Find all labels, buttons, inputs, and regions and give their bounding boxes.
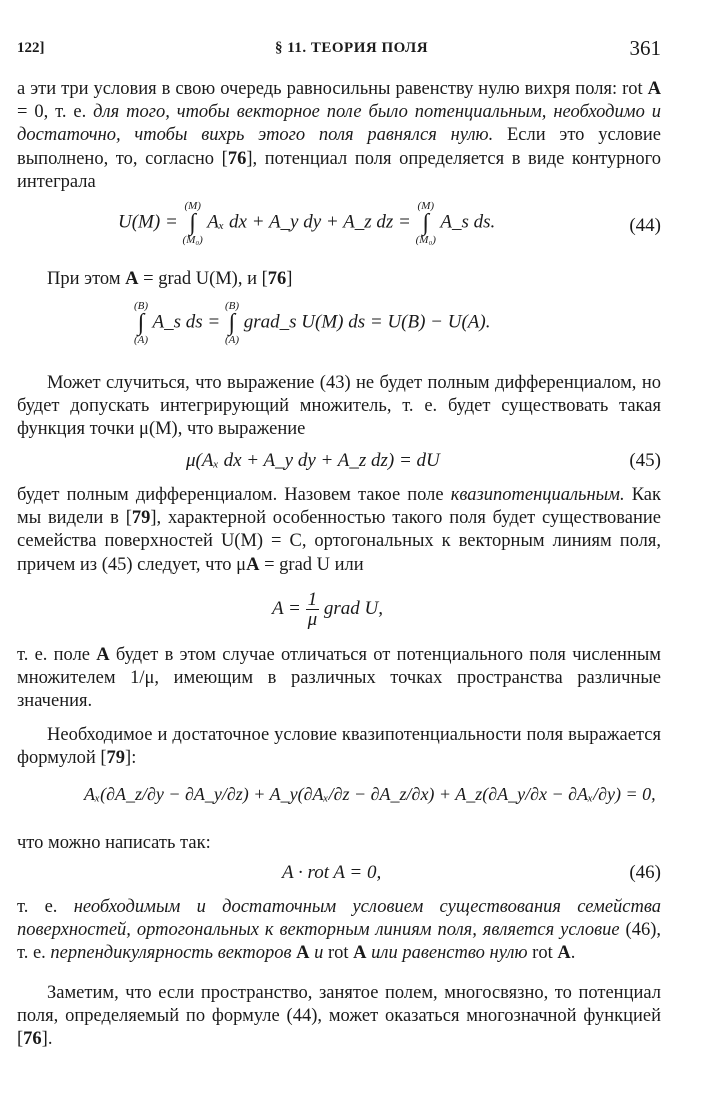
- eq44-lim-top: (M): [184, 200, 201, 212]
- eq44-body: Aₓ dx + A_y dy + A_z dz =: [207, 211, 411, 233]
- text-run: = grad U или: [259, 554, 364, 575]
- paragraph-8: [17, 896, 661, 966]
- text-run: или равенство нулю: [371, 943, 528, 964]
- eq44-lhs: U(M) =: [118, 211, 178, 233]
- integral-sign: (M) ∫ (M₀): [415, 200, 436, 246]
- equation-46: A · rot A = 0,: [282, 862, 382, 883]
- path-lim-top-2: (B): [224, 300, 239, 312]
- equation-path-independence: [134, 300, 490, 346]
- text-run: A: [246, 554, 260, 575]
- paragraph-9: [17, 982, 661, 1052]
- text-run: При этом: [47, 269, 126, 289]
- text-run: ].: [41, 1029, 53, 1050]
- fraction-one-over-mu: [306, 590, 320, 629]
- text-run: 76: [227, 148, 247, 169]
- text-run: 76: [267, 269, 287, 289]
- equation-44: [118, 200, 495, 246]
- path-left: A_s ds =: [152, 311, 221, 333]
- eq44-lim-bottom: (M₀): [182, 234, 203, 246]
- path-lim-top: (B): [134, 300, 149, 312]
- text-run: т. е.: [17, 897, 74, 917]
- text-run: Если это условие выполнено, то, согласно [: [17, 125, 661, 169]
- text-run: 79: [106, 748, 126, 769]
- text-run: будет в этом случае отличаться от потенциального поля численным множителем: [17, 645, 661, 689]
- paragraph-1: [17, 78, 661, 194]
- text-run: rot: [323, 943, 354, 964]
- text-run: Как мы видели в [: [17, 485, 661, 529]
- integral-sign: (M) ∫ (M₀): [182, 200, 203, 246]
- equation-grad: [272, 590, 383, 629]
- equation-number-45: (45): [629, 450, 661, 471]
- equation-45: μ(Aₓ dx + A_y dy + A_z dz) = dU: [186, 450, 440, 471]
- paragraph-2: [47, 268, 647, 291]
- eq44-rhs: A_s ds.: [440, 211, 496, 233]
- text-run: A: [125, 269, 139, 289]
- text-run: , имеющим в различных точках пространства различные значения.: [17, 668, 661, 712]
- equation-quasipotential-condition: Aₓ(∂A_z/∂y − ∂A_y/∂z) + A_y(∂Aₓ/∂z − ∂A_z/∂x) + A_z(∂A_y/∂x − ∂Aₓ/∂y) = 0,: [84, 784, 656, 804]
- text-run: квазипотенциальным.: [450, 485, 625, 505]
- text-run: (46), т. е.: [17, 920, 661, 964]
- frac-num: 1: [307, 589, 318, 610]
- text-run: = grad U(M), и [: [138, 269, 268, 289]
- text-run: будет полным дифференциалом. Назовем такое поле: [17, 485, 451, 505]
- text-run: необходимым и достаточным условием существования семейства поверхностей, ортогональных к векторным линиям поля, является условие: [17, 897, 662, 941]
- header-left-ref: 122]: [17, 40, 45, 56]
- text-run: ], характерной особенностью такого поля будет существование семейства поверхностей U(M) = C, ортогональных к векторным линиям поля, причем из (45) следует, что μ: [17, 508, 661, 575]
- path-lim-bottom-2: (A): [224, 334, 239, 346]
- text-run: 1/μ: [130, 668, 155, 689]
- text-run: 76: [23, 1029, 42, 1050]
- grad-rhs: grad U,: [323, 597, 383, 619]
- eq44-lim-top-2: (M): [417, 200, 435, 212]
- text-run: и: [314, 943, 324, 964]
- text-run: .: [570, 943, 576, 964]
- paragraph-3: [17, 372, 661, 442]
- paragraph-5: [17, 644, 661, 714]
- page-number: 361: [629, 36, 661, 60]
- text-run: A: [96, 645, 110, 665]
- text-run: Может случиться, что выражение (43) не будет полным дифференциалом, но будет допускать интегрирующий множитель, т. е. будет существовать такая функция точки μ(M), что выражение: [17, 373, 661, 440]
- path-right: grad_s U(M) ds = U(B) − U(A).: [243, 311, 491, 333]
- paragraph-6: [17, 724, 661, 770]
- text-run: A: [296, 943, 310, 964]
- text-run: ]:: [125, 748, 137, 769]
- text-run: rot: [527, 943, 558, 964]
- text-run: 79: [131, 508, 151, 529]
- paragraph-4: [17, 484, 661, 577]
- text-run: = 0, т. е.: [17, 102, 94, 123]
- equation-number-46: (46): [629, 862, 661, 883]
- text-run: A: [353, 943, 367, 964]
- grad-lhs: A =: [272, 597, 301, 619]
- text-run: а эти три условия в свою очередь равносильны равенству нулю вихря поля: rot: [17, 79, 648, 99]
- integral-sign: (B) ∫ (A): [134, 300, 149, 346]
- equation-number-44: (44): [629, 215, 661, 236]
- text-run: что можно написать так:: [17, 833, 211, 853]
- path-lim-bottom: (A): [134, 334, 149, 346]
- text-run: ]: [286, 269, 293, 289]
- text-run: Заметим, что если пространство, занятое полем, многосвязно, то потенциал поля, определяемый по формуле (44), может оказаться многозначной функцией [: [17, 983, 661, 1050]
- text-run: ], потенциал поля определяется в виде контурного интеграла: [17, 148, 661, 192]
- integral-sign: (B) ∫ (A): [224, 300, 239, 346]
- paragraph-7: [17, 832, 661, 855]
- text-run: A: [557, 943, 571, 964]
- text-run: A: [647, 79, 661, 99]
- frac-den: μ: [307, 609, 318, 630]
- running-head: § 11. ТЕОРИЯ ПОЛЯ: [274, 40, 429, 56]
- text-run: Необходимое и достаточное условие квазипотенциальности поля выражается формулой [: [17, 725, 661, 769]
- text-run: для того, чтобы векторное поле было потенциальным, необходимо и достаточно, чтобы вихрь этого поля равнялся нулю.: [17, 102, 662, 146]
- text-run: перпендикулярность векторов: [50, 943, 292, 964]
- text-run: т. е. поле: [17, 645, 97, 665]
- eq44-lim-bottom-2: (M₀): [415, 234, 436, 246]
